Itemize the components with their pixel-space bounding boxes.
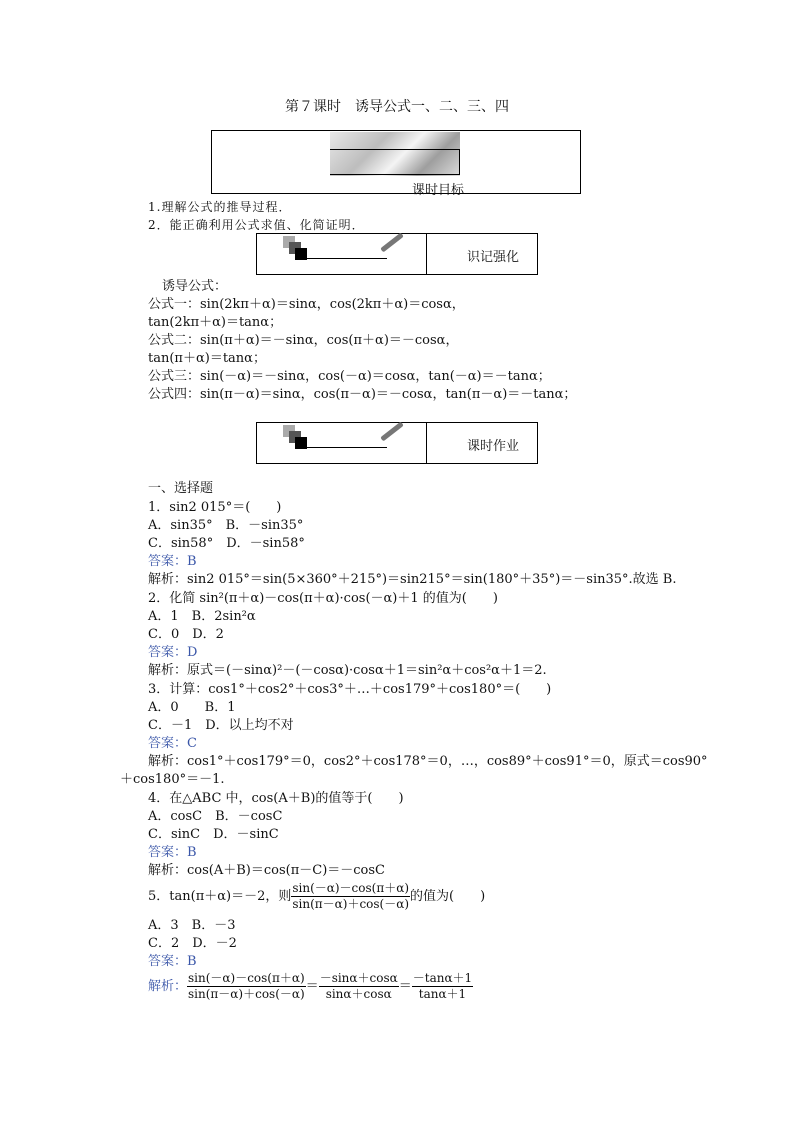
fraction-numerator: －sinα＋cosα bbox=[319, 971, 398, 985]
goal-1: 1.理解公式的推导过程． bbox=[148, 200, 292, 214]
fraction-numerator: －tanα＋1 bbox=[412, 971, 473, 985]
q4-analysis: 解析：cos(A＋B)＝cos(π－C)＝－cosC bbox=[148, 863, 386, 878]
equals-sign: ＝ bbox=[398, 979, 412, 994]
pen-icon bbox=[380, 422, 404, 442]
fraction-denominator: sin(π－α)＋cos(－α) bbox=[292, 897, 410, 911]
q5-options-ab: A．3 B．－3 bbox=[148, 918, 236, 933]
pen-icon bbox=[380, 233, 404, 253]
q1-options-cd: C．sin58° D．－sin58° bbox=[148, 536, 305, 551]
banner-divider bbox=[426, 423, 427, 463]
square-icon bbox=[295, 437, 307, 449]
q1-answer: 答案：B bbox=[148, 554, 197, 569]
banner-label: 课时目标 bbox=[412, 183, 465, 198]
square-icon bbox=[295, 248, 307, 260]
homework-banner bbox=[256, 422, 538, 464]
q3-answer: 答案：C bbox=[148, 736, 197, 751]
analysis-fraction-2 bbox=[319, 971, 399, 1002]
formula-intro: 诱导公式： bbox=[162, 279, 228, 294]
q3-analysis-line1: 解析：cos1°＋cos179°＝0，cos2°＋cos178°＝0，…，cos89°＋cos91°＝0，原式＝cos90° bbox=[148, 754, 708, 769]
banner-divider bbox=[426, 234, 427, 274]
fraction-numerator: sin(－α)－cos(π＋α) bbox=[292, 881, 410, 895]
banner-frame bbox=[330, 149, 460, 175]
formula-4: 公式四：sin(π－α)＝sinα，cos(π－α)＝－cosα，tan(π－α)＝－tanα； bbox=[148, 387, 577, 402]
q2-options-ab: A．1 B．2sin²α bbox=[148, 609, 256, 624]
q4-stem: 4．在△ABC 中，cos(A＋B)的值等于( ) bbox=[148, 791, 404, 806]
q5-stem-pre: 5．tan(π＋α)＝－2，则 bbox=[148, 889, 292, 904]
page-title: 第７课时 诱导公式一、二、三、四 bbox=[285, 99, 509, 115]
q5-stem-post: 的值为( ) bbox=[410, 889, 486, 904]
q5-answer: 答案：B bbox=[148, 954, 197, 969]
section-heading: 一、选择题 bbox=[148, 481, 214, 496]
q5-analysis bbox=[148, 971, 473, 1002]
q1-options-ab: A．sin35° B．－sin35° bbox=[148, 518, 304, 533]
analysis-fraction-3 bbox=[412, 971, 473, 1002]
banner-rule bbox=[307, 447, 387, 448]
fraction-denominator: sin(π－α)＋cos(－α) bbox=[188, 987, 305, 1001]
formula-2b: tan(π＋α)＝tanα； bbox=[148, 351, 266, 366]
banner-label: 课时作业 bbox=[467, 439, 520, 454]
q5-fraction bbox=[291, 881, 410, 912]
goal-2: 2．能正确利用公式求值、化简证明． bbox=[148, 218, 365, 232]
q2-analysis: 解析：原式＝(－sinα)²－(－cosα)·cosα＋1＝sin²α＋cos²α＋1＝2. bbox=[148, 663, 547, 678]
course-target-banner bbox=[211, 130, 581, 198]
q2-stem: 2．化简 sin²(π＋α)－cos(π＋α)·cos(－α)＋1 的值为( ) bbox=[148, 591, 498, 606]
analysis-label: 解析： bbox=[148, 979, 188, 994]
equals-sign: ＝ bbox=[305, 979, 319, 994]
q3-options-ab: A．0 B．1 bbox=[148, 700, 236, 715]
banner-rule bbox=[307, 258, 387, 259]
q3-analysis-line2: ＋cos180°＝－1. bbox=[120, 772, 225, 787]
fraction-denominator: sinα＋cosα bbox=[325, 987, 392, 1001]
q5-stem bbox=[148, 881, 485, 912]
formula-1b: tan(2kπ＋α)＝tanα； bbox=[148, 315, 283, 330]
formula-2a: 公式二：sin(π＋α)＝－sinα，cos(π＋α)＝－cosα， bbox=[148, 333, 459, 348]
q4-options-ab: A．cosC B．－cosC bbox=[148, 809, 283, 824]
q4-answer: 答案：B bbox=[148, 845, 197, 860]
memory-banner bbox=[256, 233, 538, 275]
q5-options-cd: C．2 D．－2 bbox=[148, 936, 237, 951]
q1-analysis: 解析：sin2 015°＝sin(5×360°＋215°)＝sin215°＝sin(180°＋35°)＝－sin35°.故选 B. bbox=[148, 572, 677, 587]
q2-options-cd: C．0 D．2 bbox=[148, 627, 224, 642]
analysis-fraction-1 bbox=[187, 971, 306, 1002]
q4-options-cd: C．sinC D．－sinC bbox=[148, 827, 279, 842]
formula-1a: 公式一：sin(2kπ＋α)＝sinα，cos(2kπ＋α)＝cosα， bbox=[148, 297, 465, 312]
banner-label: 识记强化 bbox=[467, 250, 520, 265]
fraction-denominator: tanα＋1 bbox=[418, 987, 467, 1001]
q1-stem: 1．sin2 015°＝( ) bbox=[148, 500, 282, 515]
q2-answer: 答案：D bbox=[148, 645, 198, 660]
formula-3: 公式三：sin(－α)＝－sinα，cos(－α)＝cosα，tan(－α)＝－tanα； bbox=[148, 369, 551, 384]
q3-stem: 3．计算：cos1°＋cos2°＋cos3°＋…＋cos179°＋cos180°＝( ) bbox=[148, 682, 552, 697]
q3-options-cd: C．－1 D．以上均不对 bbox=[148, 718, 294, 733]
fraction-numerator: sin(－α)－cos(π＋α) bbox=[188, 971, 305, 985]
